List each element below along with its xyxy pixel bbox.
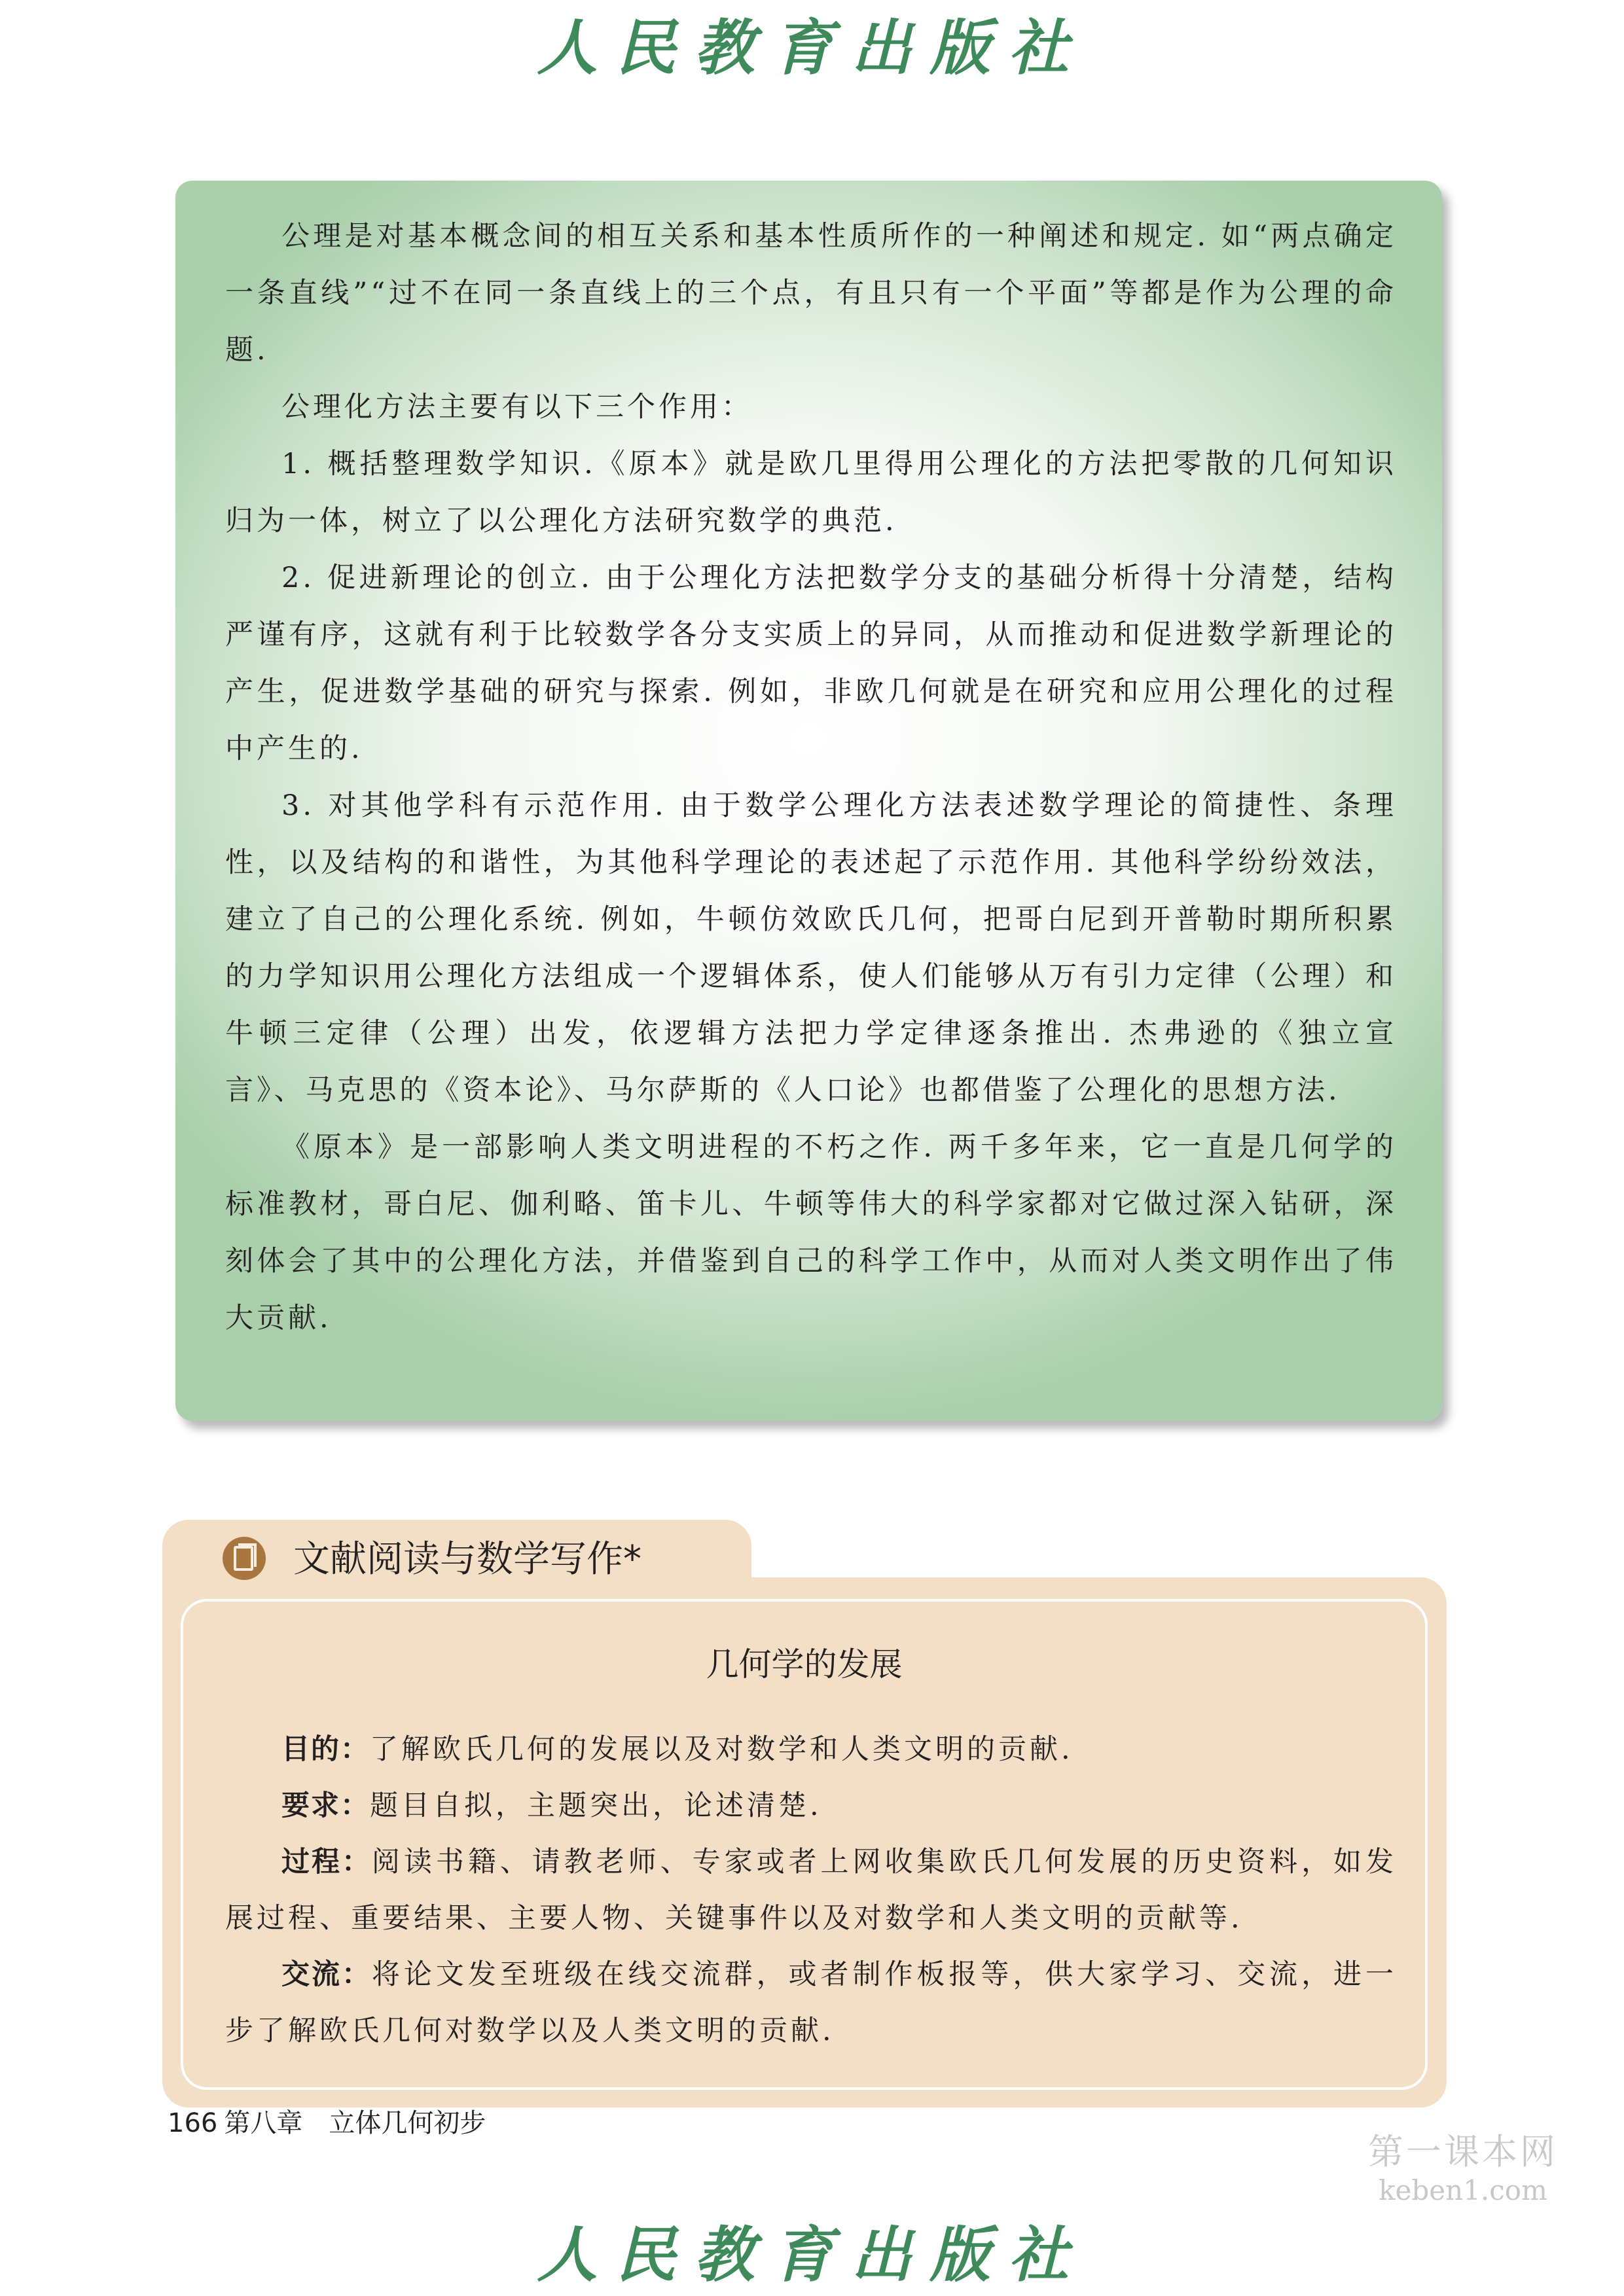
chapter-title: 立体几何初步 bbox=[329, 2108, 486, 2138]
watermark bbox=[1368, 2124, 1558, 2206]
chapter-label: 第八章 bbox=[224, 2108, 303, 2138]
card-item-text: 将论文发至班级在线交流群，或者制作板报等，供大家学习、交流，进一步了解欧氏几何对数学以及人类文明的贡献. bbox=[225, 1958, 1398, 2047]
page-footer bbox=[168, 2102, 486, 2140]
card-item-label: 目的： bbox=[281, 1733, 370, 1766]
paragraph: 公理是对基本概念间的相互关系和基本性质所作的一种阐述和规定. 如“两点确定一条直线”“过不在同一条直线上的三个点，有且只有一个平面”等都是作为公理的命题. bbox=[225, 220, 1397, 367]
card-item bbox=[225, 1721, 1397, 1778]
publisher-logo-top: 人民教育出版社 bbox=[537, 12, 1087, 83]
card-text bbox=[225, 1721, 1397, 2059]
card-item-label: 交流： bbox=[281, 1958, 372, 1991]
section-title: 文献阅读与数学写作* bbox=[293, 1538, 641, 1581]
card-item-label: 过程： bbox=[281, 1846, 372, 1878]
page-number: 166 bbox=[168, 2108, 218, 2138]
card-title: 几何学的发展 bbox=[706, 1645, 903, 1683]
reading-box-text bbox=[225, 208, 1397, 1347]
card-item bbox=[225, 1778, 1397, 1834]
card-item-text: 题目自拟，主题突出，论述清楚. bbox=[370, 1789, 822, 1822]
card-item bbox=[225, 1946, 1397, 2059]
book-icon bbox=[223, 1537, 266, 1580]
watermark-cn: 第一课本网 bbox=[1368, 2131, 1558, 2172]
paragraph: 3. 对其他学科有示范作用. 由于数学公理化方法表述数学理论的简捷性、条理性，以及结构的和谐性，为其他科学理论的表述起了示范作用. 其他科学纷纷效法，建立了自己的公理化系统. 例如，牛顿仿效欧氏几何，把哥白尼到开普勒时期所积累的力学知识用公理化方法组成一个逻辑体系，使人们能够从万有引力定律（公理）和牛顿三定律（公理）出发，依逻辑方法把力学定律逐条推出. 杰弗逊的《独立宣言》、马克思的《资本论》、马尔萨斯的《人口论》也都借鉴了公理化的思想方法. bbox=[225, 789, 1397, 1107]
card-item-text: 阅读书籍、请教老师、专家或者上网收集欧氏几何发展的历史资料，如发展过程、重要结果、主要人物、关键事件以及对数学和人类文明的贡献等. bbox=[225, 1846, 1398, 1935]
paragraph: 《原本》是一部影响人类文明进程的不朽之作. 两千多年来，它一直是几何学的标准教材，哥白尼、伽利略、笛卡儿、牛顿等伟大的科学家都对它做过深入钻研，深刻体会了其中的公理化方法，并借鉴到自己的科学工作中，从而对人类文明作出了伟大贡献. bbox=[225, 1131, 1397, 1335]
paragraph: 1. 概括整理数学知识.《原本》就是欧几里得用公理化的方法把零散的几何知识归为一体，树立了以公理化方法研究数学的典范. bbox=[225, 448, 1397, 537]
card-item bbox=[225, 1834, 1397, 1946]
card-item-label: 要求： bbox=[281, 1789, 370, 1822]
watermark-en: keben1.com bbox=[1379, 2174, 1547, 2206]
paragraph: 公理化方法主要有以下三个作用： bbox=[281, 391, 753, 423]
paragraph: 2. 促进新理论的创立. 由于公理化方法把数学分支的基础分析得十分清楚，结构严谨有序，这就有利于比较数学各分支实质上的异同，从而推动和促进数学新理论的产生，促进数学基础的研究与探索. 例如，非欧几何就是在研究和应用公理化的过程中产生的. bbox=[225, 562, 1397, 765]
card-item-text: 了解欧氏几何的发展以及对数学和人类文明的贡献. bbox=[370, 1733, 1074, 1766]
publisher-logo-bottom: 人民教育出版社 bbox=[537, 2219, 1087, 2290]
